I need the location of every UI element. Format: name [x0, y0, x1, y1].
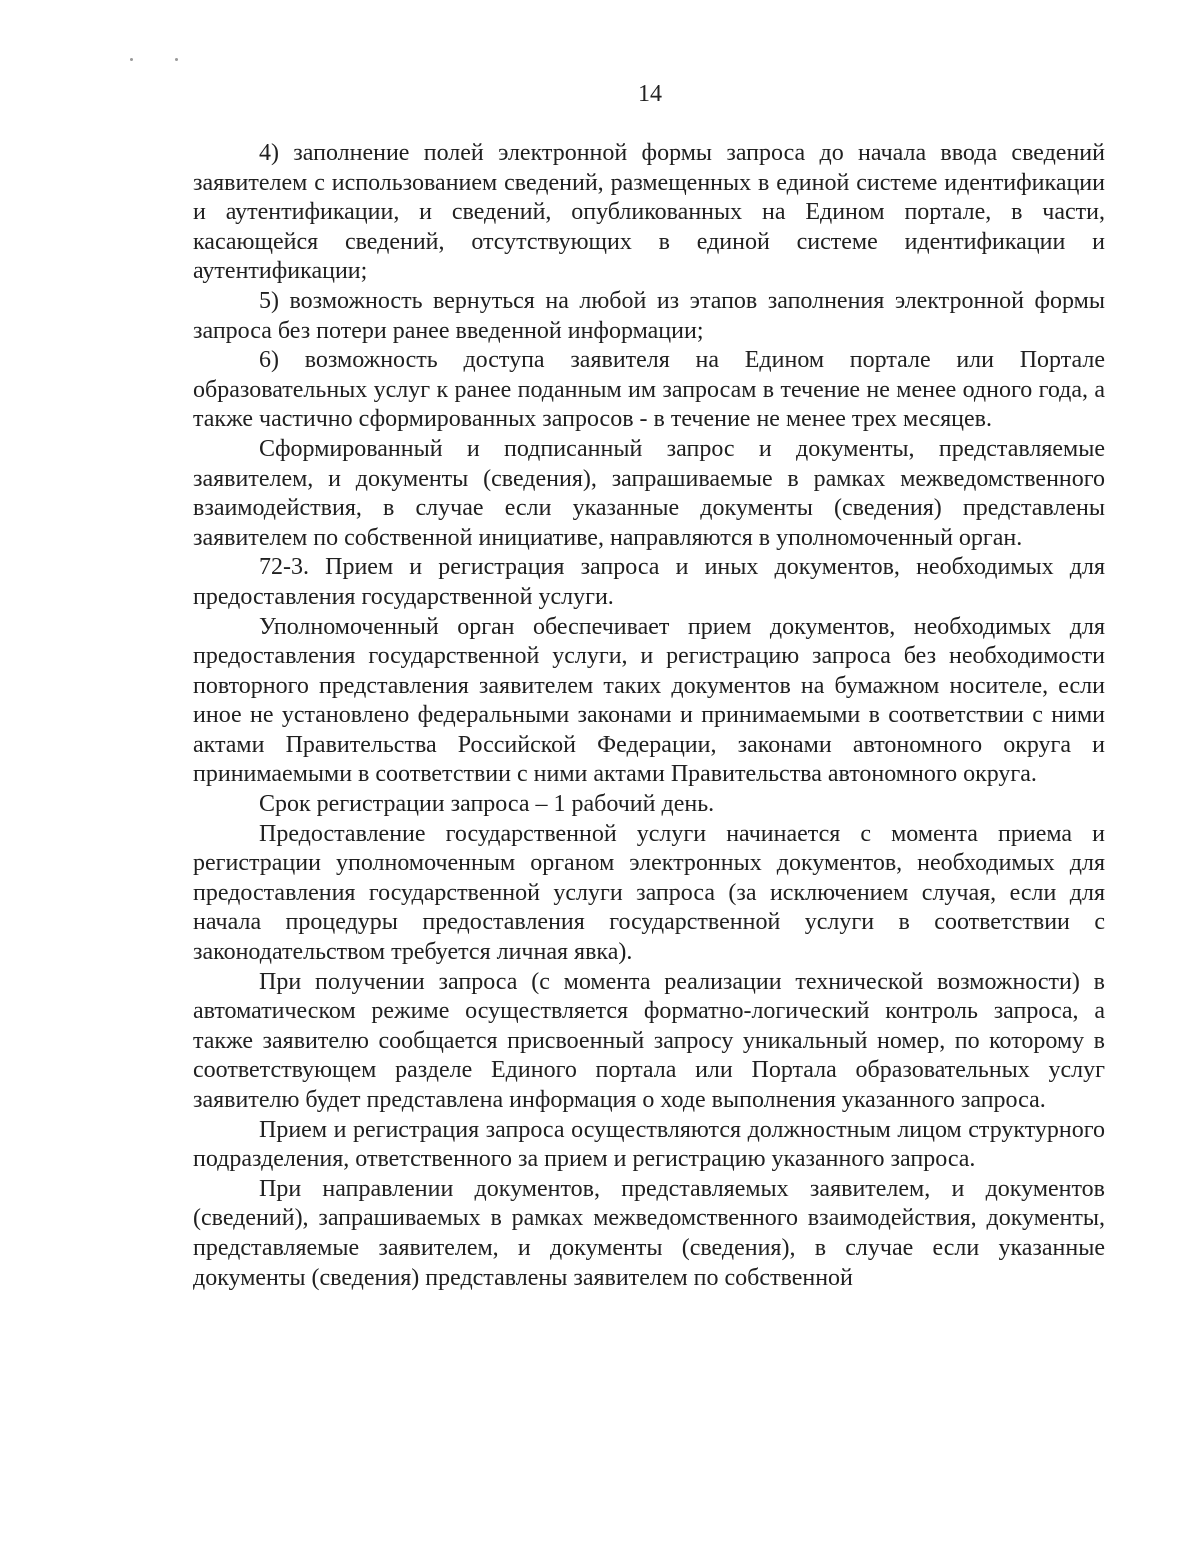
scan-artifact-dot: [130, 58, 133, 61]
paragraph-item-5: 5) возможность вернуться на любой из этапов заполнения электронной формы запроса без потери ранее введенной информации;: [193, 287, 1105, 344]
scan-artifact-dot: [175, 58, 178, 61]
paragraph-service-start: Предоставление государственной услуги начинается с момента приема и регистрации уполномоченным органом электронных документов, необходимых для предоставления государственной услуги запроса (за исключением случая, если для начала процедуры предоставления государственной услуги в соответствии с законодательством требуется личная явка).: [193, 820, 1105, 966]
paragraph-item-6: 6) возможность доступа заявителя на Едином портале или Портале образовательных услуг к ранее поданным им запросам в течение не менее одного года, а также частично сформированных запросов - в течение не менее трех месяцев.: [193, 347, 1105, 433]
paragraph-registration-term: Срок регистрации запроса – 1 рабочий день.: [259, 791, 715, 818]
paragraph-sending-documents: При направлении документов, представляемых заявителем, и документов (сведений), запрашиваемых в рамках межведомственного взаимодействия, документы, представляемые заявителем, и документы (сведения), в случае если указанные документы (сведения) представлены заявителем по собственной: [193, 1175, 1105, 1291]
paragraph-authorized-body: Уполномоченный орган обеспечивает прием документов, необходимых для предоставления государственной услуги, и регистрацию запроса без необходимости повторного представления заявителем таких документов на бумажном носителе, если иное не установлено федеральными законами и принимаемыми в соответствии с ними актами Правительства Российской Федерации, законами автономного округа и принимаемыми в соответствии с ними актами Правительства автономного округа.: [193, 613, 1105, 788]
paragraph-formed-request: Сформированный и подписанный запрос и документы, представляемые заявителем, и документы (сведения), запрашиваемые в рамках межведомственного взаимодействия, в случае если указанные документы (сведения) представлены заявителем по собственной инициативе, направляются в уполномоченный орган.: [193, 435, 1105, 551]
section-heading-72-3: 72-3. Прием и регистрация запроса и иных документов, необходимых для предоставления государственной услуги.: [193, 554, 1105, 610]
paragraph-item-4: 4) заполнение полей электронной формы запроса до начала ввода сведений заявителем с использованием сведений, размещенных в единой системе идентификации и аутентификации, и сведений, опубликованных на Едином портале, в части, касающейся сведений, отсутствующих в единой системе идентификации и аутентификации;: [193, 140, 1105, 285]
document-body: [193, 139, 1105, 1293]
paragraph-reception-official: Прием и регистрация запроса осуществляются должностным лицом структурного подразделения, ответственного за прием и регистрацию указанного запроса.: [193, 1116, 1105, 1173]
page-number: 14: [638, 81, 662, 107]
paragraph-request-receipt: При получении запроса (с момента реализации технической возможности) в автоматическом режиме осуществляется форматно-логический контроль запроса, а также заявителю сообщается присвоенный запросу уникальный номер, по которому в соответствующем разделе Единого портала или Портала образовательных услуг заявителю будет представлена информация о ходе выполнения указанного запроса.: [193, 968, 1105, 1113]
